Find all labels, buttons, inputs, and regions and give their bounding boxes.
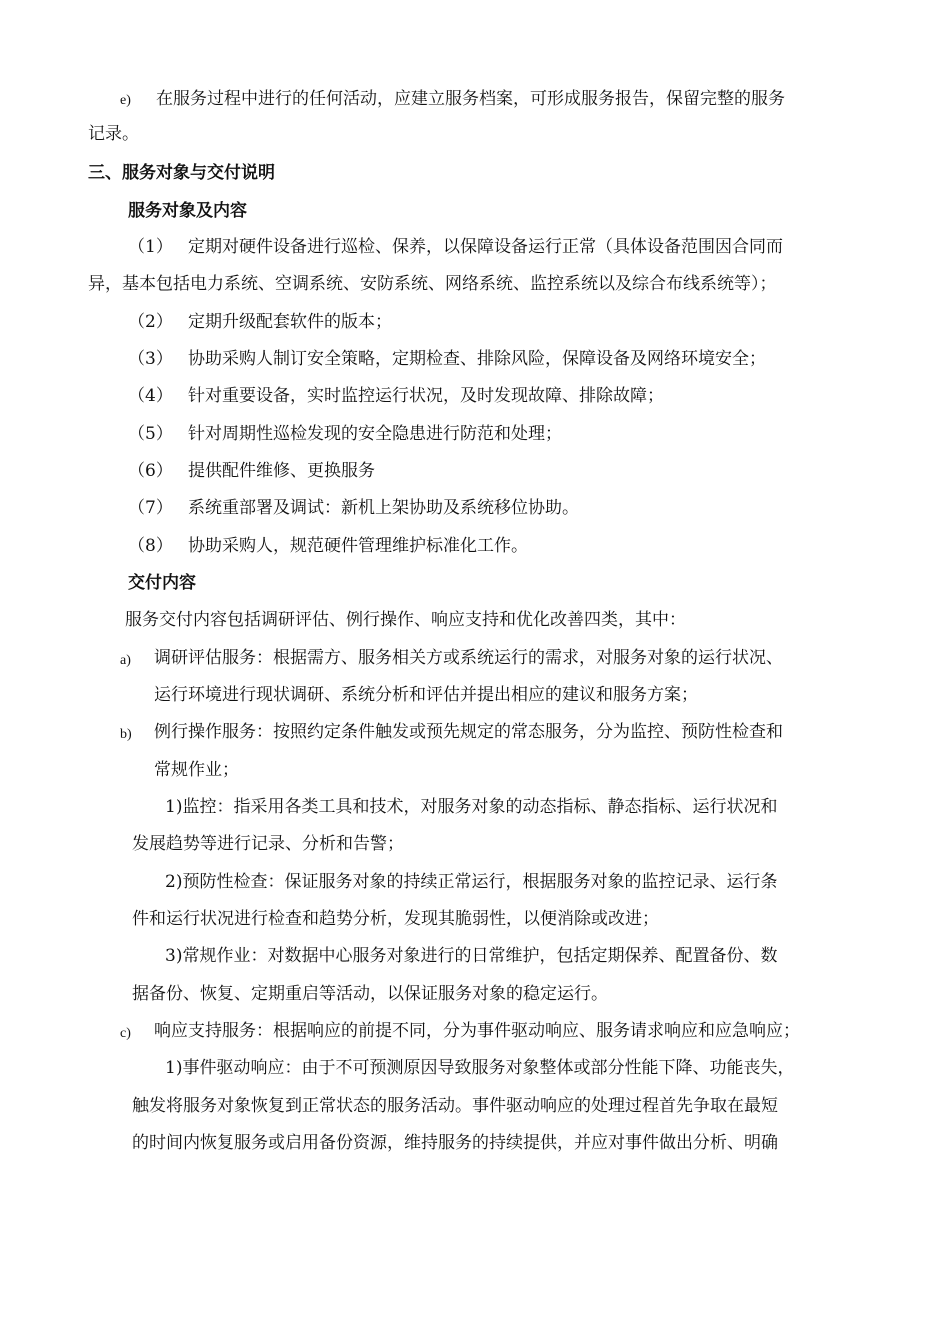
list-marker-b: b) bbox=[120, 727, 132, 742]
subsection-heading: 服务对象及内容 bbox=[128, 201, 247, 221]
paragraph-text: 1)监控：指采用各类工具和技术，对服务对象的动态指标、静态指标、运行状况和 bbox=[165, 797, 778, 817]
item-number: （6） bbox=[128, 461, 173, 481]
item-text: 异，基本包括电力系统、空调系统、安防系统、网络系统、监控系统以及综合布线系统等）； bbox=[88, 274, 777, 294]
subsection-heading: 交付内容 bbox=[128, 573, 196, 593]
paragraph-text: 触发将服务对象恢复到正常状态的服务活动。事件驱动响应的处理过程首先争取在最短 bbox=[132, 1096, 778, 1116]
item-text: 协助采购人制订安全策略，定期检查、排除风险，保障设备及网络环境安全； bbox=[188, 349, 766, 369]
paragraph-text: 件和运行状况进行检查和趋势分析，发现其脆弱性，以便消除或改进； bbox=[132, 909, 659, 929]
list-marker-a: a) bbox=[120, 653, 131, 668]
paragraph-text: 发展趋势等进行记录、分析和告警； bbox=[132, 834, 404, 854]
item-text: 定期升级配套软件的版本； bbox=[188, 312, 392, 332]
paragraph-text: 1)事件驱动响应：由于不可预测原因导致服务对象整体或部分性能下降、功能丧失， bbox=[165, 1058, 795, 1078]
paragraph-text: 据备份、恢复、定期重启等活动，以保证服务对象的稳定运行。 bbox=[132, 984, 608, 1004]
item-text: 提供配件维修、更换服务 bbox=[188, 461, 375, 481]
item-number: （1） bbox=[128, 237, 173, 257]
paragraph-text: 调研评估服务：根据需方、服务相关方或系统运行的需求，对服务对象的运行状况、 bbox=[154, 648, 783, 668]
paragraph-text: 2)预防性检查：保证服务对象的持续正常运行，根据服务对象的监控记录、运行条 bbox=[165, 872, 778, 892]
item-text: 协助采购人，规范硬件管理维护标准化工作。 bbox=[188, 536, 528, 556]
paragraph-text: 响应支持服务：根据响应的前提不同，分为事件驱动响应、服务请求响应和应急响应； bbox=[154, 1021, 800, 1041]
paragraph-text: 常规作业； bbox=[154, 760, 239, 780]
item-number: （3） bbox=[128, 349, 173, 369]
list-marker-e: e) bbox=[120, 93, 131, 108]
list-marker-c: c) bbox=[120, 1026, 131, 1041]
paragraph-text: 例行操作服务：按照约定条件触发或预先规定的常态服务，分为监控、预防性检查和 bbox=[154, 722, 783, 742]
paragraph-text: 服务交付内容包括调研评估、例行操作、响应支持和优化改善四类，其中： bbox=[125, 610, 686, 630]
item-number: （4） bbox=[128, 386, 173, 406]
item-text: 针对周期性巡检发现的安全隐患进行防范和处理； bbox=[188, 424, 562, 444]
item-number: （2） bbox=[128, 312, 173, 332]
paragraph-text: 运行环境进行现状调研、系统分析和评估并提出相应的建议和服务方案； bbox=[154, 685, 698, 705]
item-number: （5） bbox=[128, 424, 173, 444]
paragraph-text: 在服务过程中进行的任何活动，应建立服务档案，可形成服务报告，保留完整的服务 bbox=[156, 89, 785, 109]
item-text: 针对重要设备，实时监控运行状况，及时发现故障、排除故障； bbox=[188, 386, 664, 406]
item-number: （7） bbox=[128, 498, 173, 518]
paragraph-text: 3)常规作业：对数据中心服务对象进行的日常维护，包括定期保养、配置备份、数 bbox=[165, 946, 778, 966]
section-title: 三、服务对象与交付说明 bbox=[88, 163, 275, 183]
paragraph-text: 的时间内恢复服务或启用备份资源，维持服务的持续提供，并应对事件做出分析、明确 bbox=[132, 1133, 778, 1153]
item-text: 定期对硬件设备进行巡检、保养，以保障设备运行正常（具体设备范围因合同而 bbox=[188, 237, 783, 257]
paragraph-text: 记录。 bbox=[88, 124, 139, 144]
item-text: 系统重部署及调试：新机上架协助及系统移位协助。 bbox=[188, 498, 579, 518]
item-number: （8） bbox=[128, 536, 173, 556]
